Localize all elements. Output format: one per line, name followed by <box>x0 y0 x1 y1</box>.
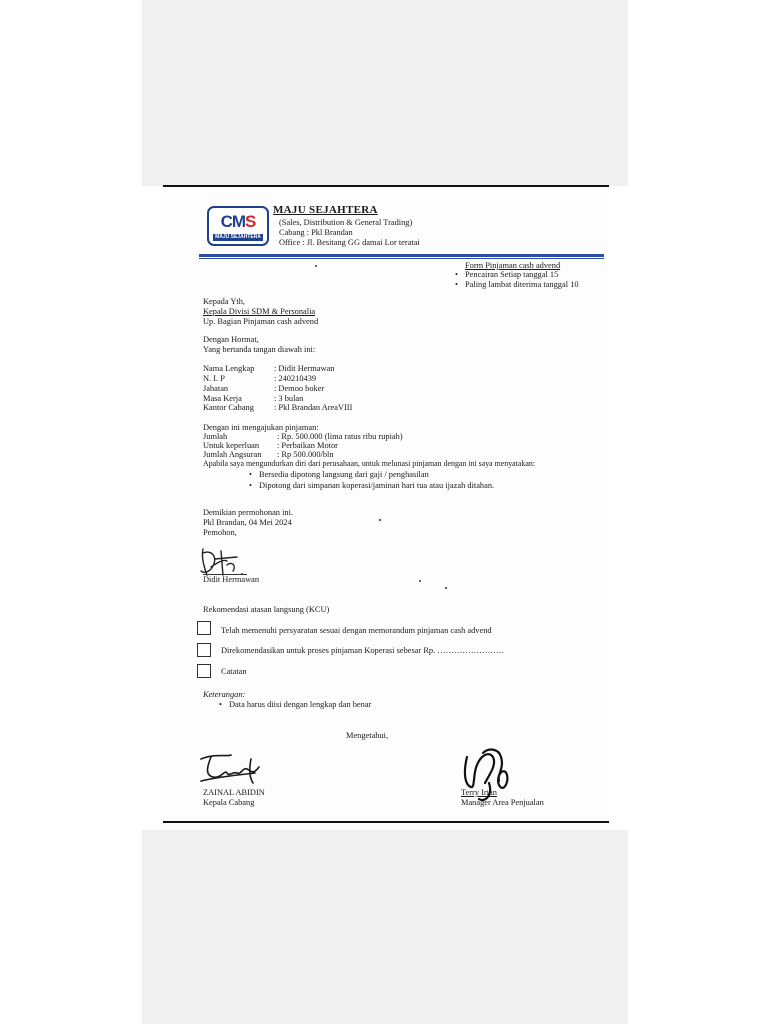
loan-value: : Perbaikan Motor <box>277 441 338 450</box>
notes-checkbox[interactable] <box>197 664 211 678</box>
top-margin <box>142 0 628 186</box>
loan-statement: Apabila saya mengundurkan diri dari perusahaan, untuk melunasi pinjaman dengan ini saya menyatakan: <box>203 459 535 468</box>
greeting-line: Dengan Hormat, <box>203 335 259 344</box>
identity-label: Jabatan <box>203 384 229 393</box>
acknowledged-label: Mengetahui, <box>346 731 389 740</box>
header-rule-thin <box>199 258 604 259</box>
loan-form-document <box>163 185 609 823</box>
company-branch: Cabang : Pkl Brandan <box>279 228 353 237</box>
identity-value: : Pkl Brandan AreaVIII <box>274 403 353 412</box>
loan-bullet: • Bersedia dipotong langsung dari gaji / penghasilan <box>259 470 429 480</box>
form-info-bullet: • Pencairan Setiap tanggal 15 <box>465 270 558 280</box>
recommendation-option: Catatan <box>221 667 247 676</box>
form-info-bullet: • Paling lambat diterima tanggal 10 <box>465 280 579 290</box>
recommendation-option: Direkomendasikan untuk proses pinjaman Koperasi sebesar Rp. …………………… <box>221 646 505 655</box>
recommendation-title: Rekomendasi atasan langsung (KCU) <box>203 605 330 614</box>
logo-mark: CMS <box>220 212 256 231</box>
addressee-line: Kepada Yth, <box>203 297 246 306</box>
logo-band: MAJU SEJAHTERA <box>213 234 263 241</box>
company-subtitle: (Sales, Distribution & General Trading) <box>279 218 413 227</box>
right-signatory-title: Manager Area Penjualan <box>461 798 544 807</box>
area-manager-signature <box>459 743 517 809</box>
loan-label: Jumlah <box>203 432 228 441</box>
branch-head-signature <box>197 751 269 791</box>
applicant-name: Didit Hermawan <box>203 575 260 584</box>
company-logo <box>207 206 269 246</box>
identity-label: Kantor Cabang <box>203 403 254 412</box>
identity-value: : 240210439 <box>274 374 317 383</box>
document-top-edge <box>163 185 609 187</box>
identity-label: N. I. P <box>203 374 225 383</box>
scan-speck <box>445 587 447 589</box>
company-name: MAJU SEJAHTERA <box>273 204 378 216</box>
closing-place-date: Pkl Brandan, 04 Mei 2024 <box>203 518 292 527</box>
header-rule <box>199 254 604 257</box>
bottom-margin <box>142 830 628 1024</box>
loan-bullet: • Dipotong dari simpanan koperasi/jaminan hari tua atau ijazah ditahan. <box>259 481 494 491</box>
scan-speck <box>315 265 317 267</box>
scan-speck <box>379 519 381 521</box>
identity-value: : 3 bulan <box>274 394 304 403</box>
identity-value: : Didit Hermawan <box>274 364 335 373</box>
loan-intro: Dengan ini mengajukan pinjaman: <box>203 423 319 432</box>
document-bottom-edge <box>163 821 609 823</box>
left-signatory-name: ZAINAL ABIDIN <box>203 788 265 797</box>
right-signatory-name: Terry Irian <box>461 788 497 797</box>
identity-value: : Demoo boker <box>274 384 325 393</box>
company-office: Office : Jl. Besitang GG damai Lor teratai <box>279 238 420 247</box>
loan-label: Jumlah Angsuran <box>203 450 262 459</box>
scan-speck <box>241 573 243 575</box>
loan-value: : Rp 500.000/bln <box>277 450 334 459</box>
recommendation-option: Telah memenuhi persyaratan sesuai dengan memorandum pinjaman cash advend <box>221 626 492 635</box>
addressee-line: Up. Bagian Pinjaman cash advend <box>203 317 319 326</box>
form-title: Form Pinjaman cash advend <box>465 261 561 270</box>
scan-speck <box>419 580 421 582</box>
loan-label: Untuk keperluan <box>203 441 260 450</box>
closing-line: Demikian permohonan ini. <box>203 508 294 517</box>
greeting-line: Yang bertanda tangan diawah ini: <box>203 345 316 354</box>
identity-label: Nama Lengkap <box>203 364 255 373</box>
recommendation-checkbox[interactable] <box>197 643 211 657</box>
notes-item: • Data harus diisi dengan lengkap dan benar <box>229 700 371 710</box>
left-signatory-title: Kepala Cabang <box>203 798 255 807</box>
recommendation-checkbox[interactable] <box>197 621 211 635</box>
addressee-line: Kepala Divisi SDM & Personalia <box>203 307 316 316</box>
loan-value: : Rp. 500.000 (lima ratus ribu rupiah) <box>277 432 403 441</box>
identity-label: Masa Kerja <box>203 394 242 403</box>
closing-line: Pemohon, <box>203 528 237 537</box>
notes-title: Keterangan: <box>203 690 246 699</box>
